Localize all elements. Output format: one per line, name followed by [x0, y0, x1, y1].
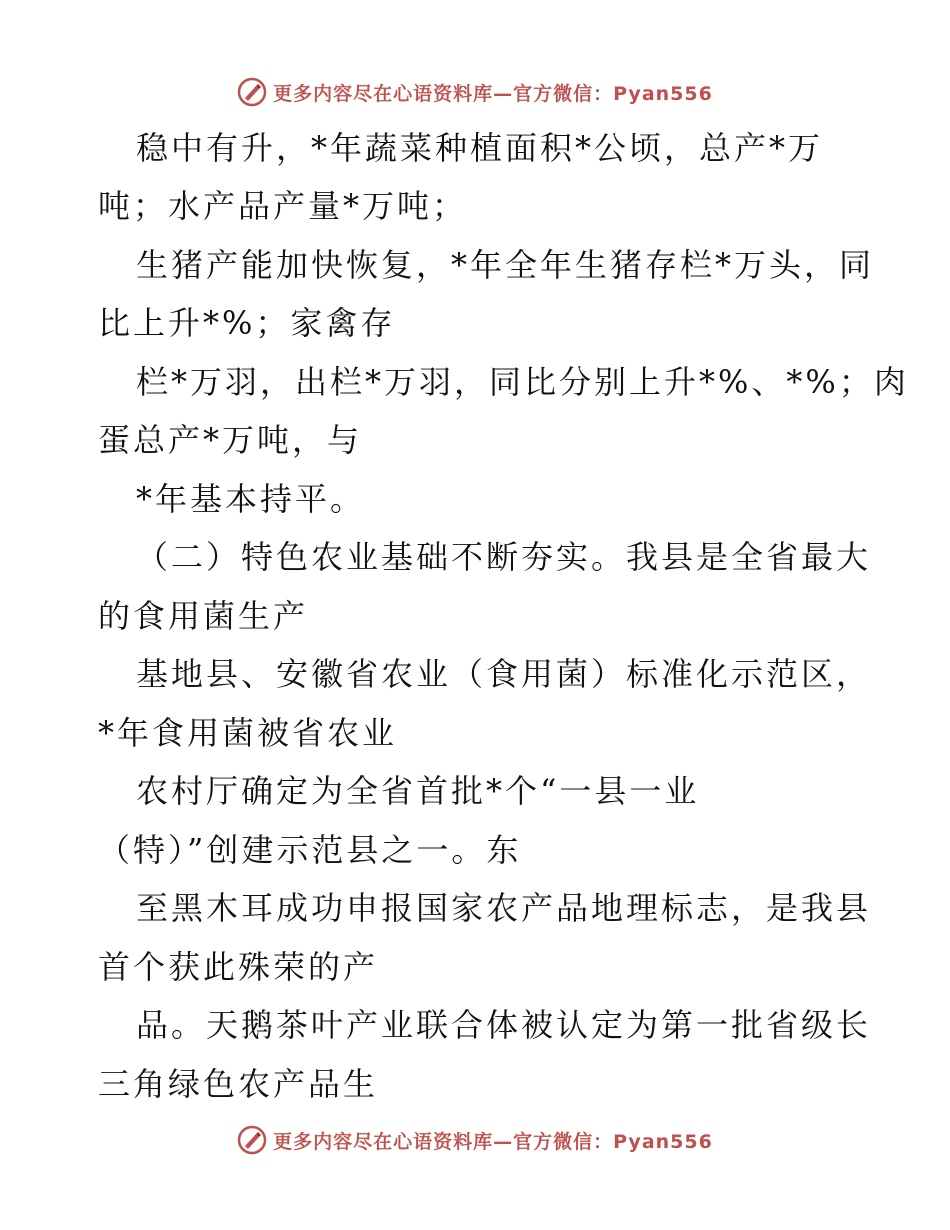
body-line: 品。天鹅茶叶产业联合体被认定为第一批省级长 — [136, 1006, 872, 1044]
footer-watermark — [0, 1120, 950, 1160]
body-line: 蛋总产*万吨，与 — [98, 421, 363, 459]
body-line: 基地县、安徽省农业（食用菌）标准化示范区， — [136, 655, 872, 693]
header-watermark — [0, 72, 950, 112]
body-line: 生猪产能加快恢复，*年全年生猪存栏*万头，同 — [136, 246, 875, 284]
body-line: 的食用菌生产 — [98, 597, 309, 635]
body-line: 至黑木耳成功申报国家农产品地理标志，是我县 — [136, 889, 872, 927]
pen-seal-icon — [237, 77, 267, 107]
body-line: （特）”创建示范县之一。东 — [98, 831, 522, 869]
body-line: 农村厅确定为全省首批*个“一县一业 — [136, 772, 700, 810]
body-line: *年基本持平。 — [136, 480, 366, 518]
body-line: 栏*万羽，出栏*万羽，同比分别上升*%、*%；肉 — [136, 363, 909, 401]
body-line: 吨；水产品产量*万吨； — [98, 187, 468, 225]
body-line: *年食用菌被省农业 — [98, 714, 398, 752]
body-line: 首个获此殊荣的产 — [98, 948, 379, 986]
section-heading-line: （二）特色农业基础不断夯实。我县是全省最大 — [136, 538, 872, 576]
watermark-text: 更多内容尽在心语资料库—官方微信：Pyan556 — [273, 82, 713, 105]
body-line: 比上升*%；家禽存 — [98, 304, 396, 342]
body-line: 稳中有升，*年蔬菜种植面积*公顷，总产*万 — [136, 129, 824, 167]
body-line: 三角绿色农产品生 — [98, 1065, 379, 1103]
watermark-text: 更多内容尽在心语资料库—官方微信：Pyan556 — [273, 1130, 713, 1153]
pen-seal-icon — [237, 1125, 267, 1155]
